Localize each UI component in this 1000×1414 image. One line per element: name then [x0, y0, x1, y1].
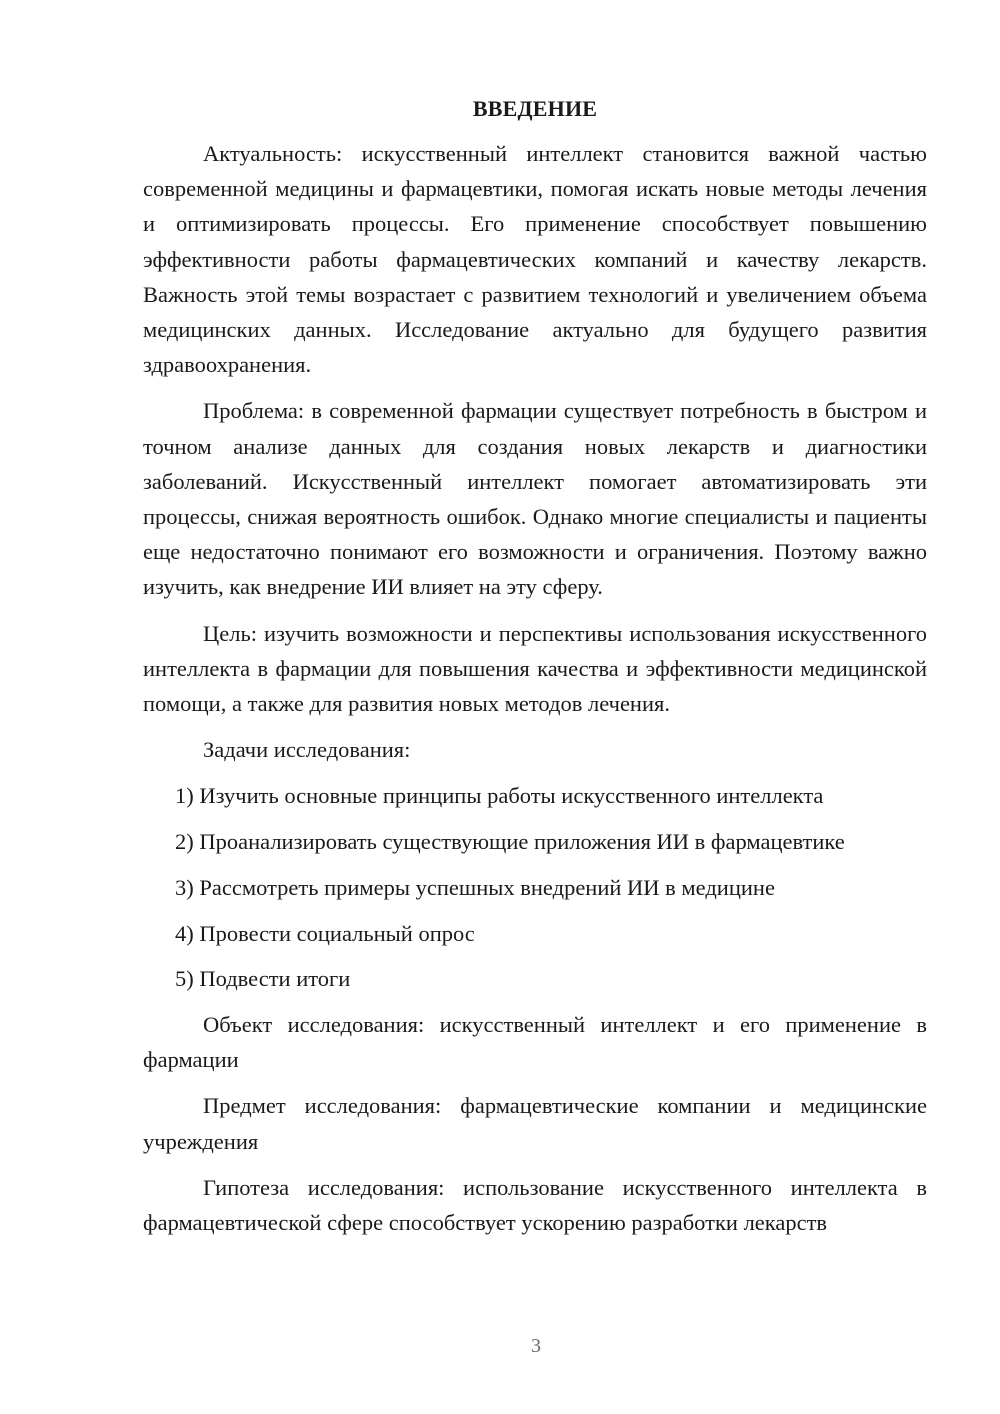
- object-paragraph: Объект исследования: искусственный интеллект и его применение в фармации: [143, 1011, 927, 1073]
- task-item-2: 2) Проанализировать существующие приложения ИИ в фармацевтике: [175, 829, 845, 855]
- task-item-3: 3) Рассмотреть примеры успешных внедрений ИИ в медицине: [175, 874, 775, 900]
- tasks-heading: Задачи исследования:: [203, 737, 411, 763]
- page-number: 3: [531, 1335, 541, 1357]
- goal-paragraph: Цель: изучить возможности и перспективы использования искусственного интеллекта в фармации для повышения качества и эффективности медицинской помощи, а также для развития новых методов лечения.: [143, 620, 927, 717]
- task-item-5: 5) Подвести итоги: [175, 966, 351, 992]
- task-item-4: 4) Провести социальный опрос: [175, 920, 475, 946]
- task-item-1: 1) Изучить основные принципы работы искусственного интеллекта: [175, 783, 824, 809]
- document-page: [143, 92, 927, 1251]
- hypothesis-paragraph: Гипотеза исследования: использование искусственного интеллекта в фармацевтической сфере способствует ускорению разработки лекарств: [143, 1174, 927, 1235]
- page-title: ВВЕДЕНИЕ: [472, 96, 598, 121]
- relevance-paragraph: Актуальность: искусственный интеллект становится важной частью современной медицины и фармацевтики, помогая искать новые методы лечения и оптимизировать процессы. Его применение способствует повышению эффективности работы фармацевтических компаний и качеству лекарств. Важность этой темы возрастает с развитием технологий и увеличением объема медицинских данных. Исследование актуально для будущего развития здравоохранения.: [143, 141, 927, 378]
- problem-paragraph: Проблема: в современной фармации существует потребность в быстром и точном анализе данных для создания новых лекарств и диагностики заболеваний. Искусственный интеллект помогает автоматизировать эти процессы, снижая вероятность ошибок. Однако многие специалисты и пациенты еще недостаточно понимают его возможности и ограничения. Поэтому важно изучить, как внедрение ИИ влияет на эту сферу.: [143, 398, 927, 600]
- subject-paragraph: Предмет исследования: фармацевтические компании и медицинские учреждения: [143, 1093, 927, 1154]
